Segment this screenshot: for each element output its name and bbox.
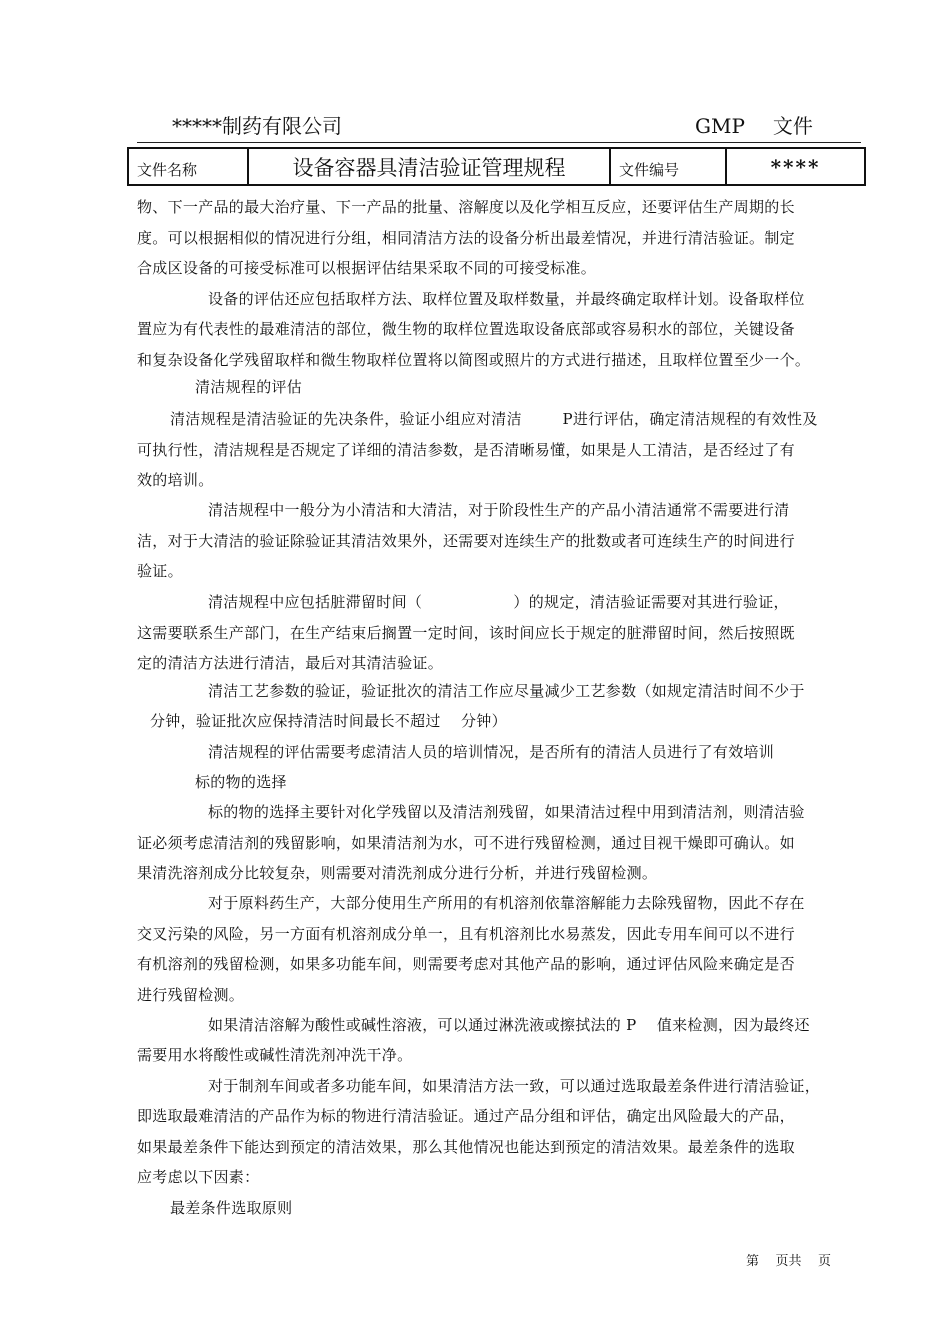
doc-type-gmp: GMP: [695, 114, 745, 138]
body-line: 证必须考虑清洁剂的残留影响，如果清洁剂为水，可不进行残留检测，通过目视干燥即可确认。如: [137, 834, 795, 852]
body-line: 如果最差条件下能达到预定的清洁效果，那么其他情况也能达到预定的清洁效果。最差条件的选取: [137, 1138, 795, 1156]
body-line: 对于原料药生产，大部分使用生产所用的有机溶剂依靠溶解能力去除残留物，因此不存在: [208, 894, 805, 912]
body-line: 合成区设备的可接受标准可以根据评估结果采取不同的可接受标准。: [137, 259, 597, 277]
file-code-value: ****: [726, 148, 865, 185]
body-line: 度。可以根据相似的情况进行分组，相同清洁方法的设备分析出最差情况，并进行清洁验证。制定: [137, 229, 795, 247]
header-rule: [137, 142, 861, 143]
section-heading: 最差条件选取原则: [170, 1199, 293, 1217]
section-heading: 标的物的选择: [195, 773, 287, 791]
body-line: 验证。: [137, 562, 183, 580]
body-line: 物、下一产品的最大治疗量、下一产品的批量、溶解度以及化学相互反应，还要评估生产周期的长: [137, 198, 795, 216]
body-line: 清洁工艺参数的验证，验证批次的清洁工作应尽量减少工艺参数（如规定清洁时间不少于: [208, 682, 805, 700]
body-line: 可执行性，清洁规程是否规定了详细的清洁参数，是否清晰易懂，如果是人工清洁，是否经过了有: [137, 441, 795, 459]
section-heading: 清洁规程的评估: [195, 378, 303, 396]
body-line: 定的清洁方法进行清洁，最后对其清洁验证。: [137, 654, 444, 672]
body-line: 应考虑以下因素：: [137, 1168, 260, 1186]
body-line: 置应为有代表性的最难清洁的部位，微生物的取样位置选取设备底部或容易积水的部位，关键设备: [137, 320, 795, 338]
body-line: 清洁规程的评估需要考虑清洁人员的培训情况，是否所有的清洁人员进行了有效培训: [208, 743, 775, 761]
body-line: 如果清洁溶解为酸性或碱性溶液，可以通过淋洗液或擦拭法的 P 值来检测，因为最终还: [208, 1016, 810, 1034]
body-line: 进行残留检测。: [137, 986, 245, 1004]
body-line: 洁，对于大清洁的验证除验证其清洁效果外，还需要对连续生产的批数或者可连续生产的时间进行: [137, 532, 795, 550]
body-line: 设备的评估还应包括取样方法、取样位置及取样数量，并最终确定取样计划。设备取样位: [208, 290, 805, 308]
doc-type: [695, 110, 813, 139]
file-name-value: 设备容器具清洁验证管理规程: [248, 148, 610, 185]
company-name: *****制药有限公司: [172, 114, 342, 138]
body-line: 分钟，验证批次应保持清洁时间最长不超过 分钟）: [150, 712, 507, 730]
body-line: 有机溶剂的残留检测，如果多功能车间，则需要考虑对其他产品的影响，通过评估风险来确定是否: [137, 955, 795, 973]
body-line: 清洁规程是清洁验证的先决条件，验证小组应对清洁 P进行评估，确定清洁规程的有效性及: [170, 410, 818, 428]
document-info-table: [127, 147, 866, 186]
body-line: 需要用水将酸性或碱性清洗剂冲洗干净。: [137, 1046, 413, 1064]
body-line: 交叉污染的风险，另一方面有机溶剂成分单一，且有机溶剂比水易蒸发，因此专用车间可以不进行: [137, 925, 795, 943]
body-line: 果清洗溶剂成分比较复杂，则需要对清洗剂成分进行分析，并进行残留检测。: [137, 864, 658, 882]
file-code-label: 文件编号: [610, 148, 726, 185]
body-line: 清洁规程中应包括脏滞留时间（ ）的规定，清洁验证需要对其进行验证，: [208, 593, 789, 611]
body-line: 清洁规程中一般分为小清洁和大清洁，对于阶段性生产的产品小清洁通常不需要进行清: [208, 501, 790, 519]
body-line: 即选取最难清洁的产品作为标的物进行清洁验证。通过产品分组和评估，确定出风险最大的产品，: [137, 1107, 795, 1125]
body-line: 和复杂设备化学残留取样和微生物取样位置将以简图或照片的方式进行描述，且取样位置至少一个。: [137, 351, 811, 369]
body-line: 标的物的选择主要针对化学残留以及清洁剂残留，如果清洁过程中用到清洁剂，则清洁验: [208, 803, 805, 821]
body-line: 对于制剂车间或者多功能车间，如果清洁方法一致，可以通过选取最差条件进行清洁验证，: [208, 1077, 821, 1095]
body-line: 这需要联系生产部门，在生产结束后搁置一定时间，该时间应长于规定的脏滞留时间，然后按照既: [137, 624, 795, 642]
page-number: 第 页共 页: [746, 1254, 832, 1269]
file-name-label: 文件名称: [128, 148, 248, 185]
doc-type-word: 文件: [772, 114, 813, 138]
body-line: 效的培训。: [137, 471, 214, 489]
